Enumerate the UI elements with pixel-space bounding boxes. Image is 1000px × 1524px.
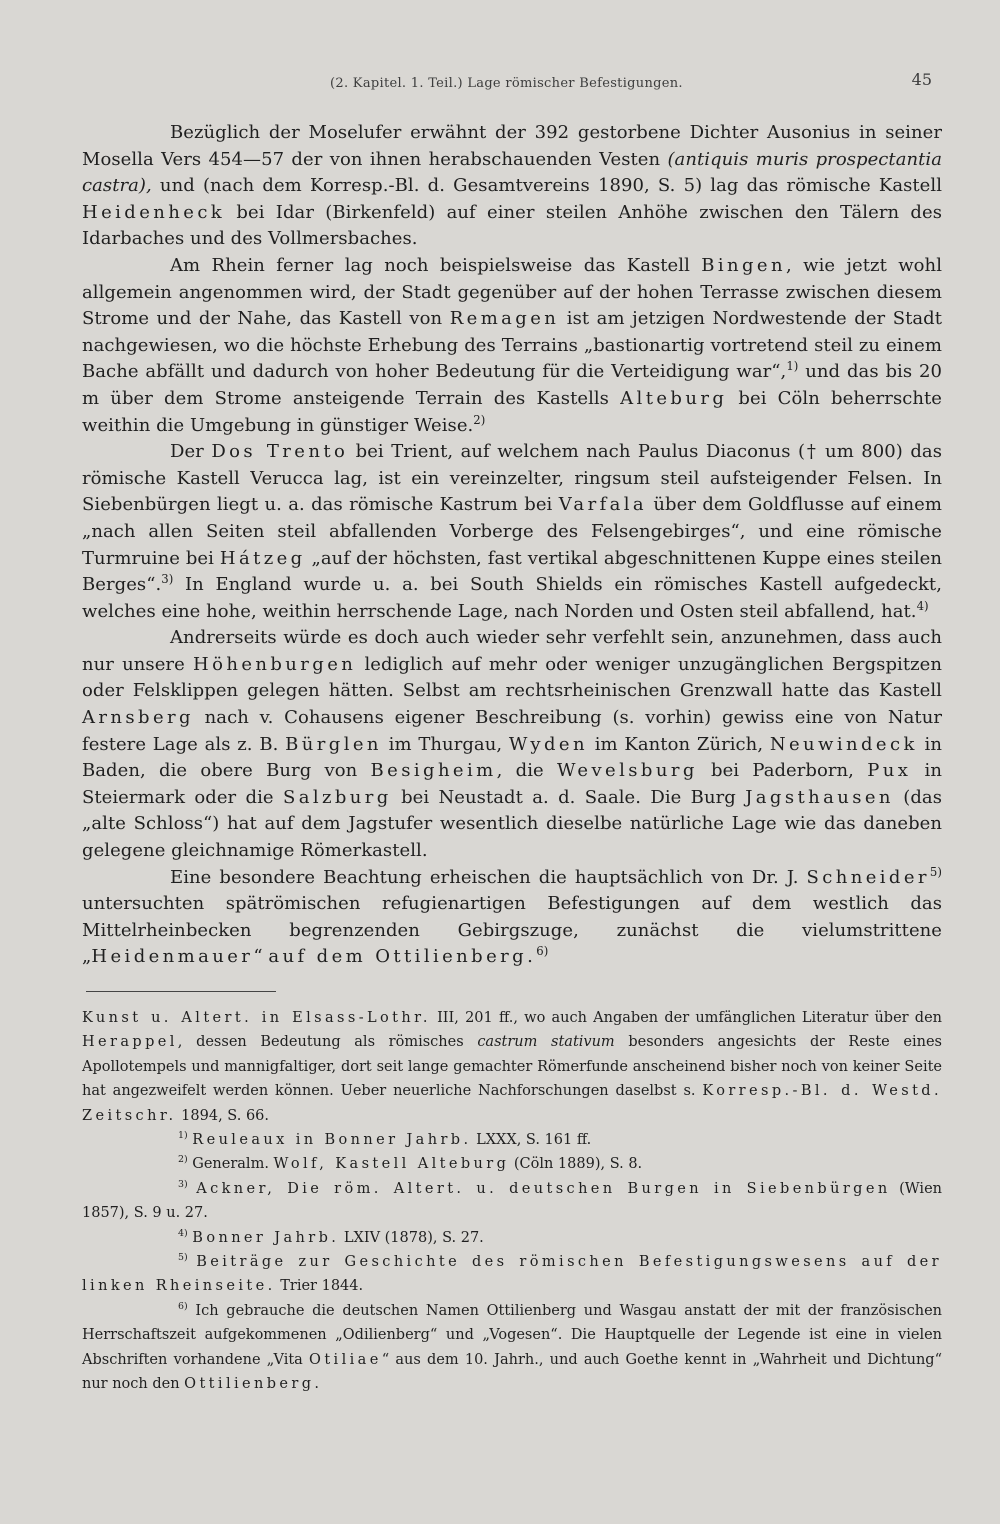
text-run: Andrerseits würde es doch auch wieder sehr verfehlt sein, anzunehmen, dass auch nur unsere xyxy=(82,627,942,675)
text-run: bei Cöln beherrschte weithin die Umgebung in günstiger Weise. xyxy=(82,387,942,436)
footnote-6 xyxy=(82,1299,942,1397)
text-run: über dem Goldflusse auf einem „nach allen Seiten steil abfallenden Vorberge des Felsengebirges“, und eine römische Turmruine bei xyxy=(82,494,942,569)
place-name: Dos Trento xyxy=(211,441,349,463)
place-name: Bingen xyxy=(701,254,786,276)
text-run: lediglich auf mehr oder weniger unzugänglichen Bergspitzen oder Felsklippen gelegen hätten. Selbst am rechtsrheinischen Grenzwall hatte das Kastell xyxy=(82,653,942,702)
footnote-ref: 4) xyxy=(916,598,929,613)
citation: Beiträge zur Geschichte des römischen Befestigungswesens auf der linken Rheinseite. xyxy=(82,1254,942,1295)
footnote-ref: 1) xyxy=(786,359,799,374)
place-name: Varfala xyxy=(558,494,648,516)
title-name: Otiliae xyxy=(309,1351,382,1368)
place-name: Arnsberg xyxy=(82,707,194,729)
place-name: Besigheim xyxy=(370,760,497,782)
latin-term: castrum stativum xyxy=(477,1034,615,1051)
footnote-number: 1) xyxy=(178,1130,188,1142)
footnote-number: 3) xyxy=(178,1179,188,1191)
place-name: Heidenheck xyxy=(82,201,226,223)
paragraph-2 xyxy=(82,253,942,439)
text-run: , die xyxy=(496,760,557,782)
footnote-5 xyxy=(82,1250,942,1299)
text-run: , wie jetzt wohl allgemein angenommen wird, der Stadt gegenüber auf der hohen Terrasse zwischen diesem Strome und der Nahe, das Kastell von xyxy=(82,254,943,330)
footnote-4 xyxy=(82,1226,942,1250)
place-name: Wyden xyxy=(508,733,588,755)
paragraph-1 xyxy=(82,120,942,253)
text-run: im Thurgau, xyxy=(381,733,509,755)
citation: Kunst u. Altert. in Elsass-Lothr. xyxy=(82,1010,431,1026)
text-run: Generalm. xyxy=(192,1156,274,1173)
place-name: Hátzeg xyxy=(219,547,306,569)
text-run: in Steiermark oder die xyxy=(82,760,942,808)
text-run: (Wien 1857), S. 9 u. 27. xyxy=(82,1180,942,1222)
text-run: III, 201 ff., wo auch Angaben der umfänglichen Literatur über den xyxy=(430,1010,943,1026)
place-name: Herappel xyxy=(82,1034,178,1051)
citation: Ackner, Die röm. Altert. u. deutschen Burgen in Siebenbürgen xyxy=(196,1180,891,1197)
text-run: LXIV (1878), S. 27. xyxy=(339,1229,484,1246)
text-run: , dessen Bedeutung als römisches xyxy=(177,1034,478,1051)
paragraph-3 xyxy=(82,439,942,625)
citation: Reuleaux in Bonner Jahrb. xyxy=(192,1132,472,1149)
paragraph-5 xyxy=(82,865,942,971)
text-run: LXXX, S. 161 ff. xyxy=(471,1132,592,1149)
footnote-ref: 5) xyxy=(929,864,942,879)
place-name: Remagen xyxy=(449,308,560,330)
footnote-number: 4) xyxy=(178,1227,188,1239)
person-name: Schneider xyxy=(806,866,930,888)
footnote-number: 2) xyxy=(178,1154,188,1166)
place-name: auf dem Ottilienberg. xyxy=(268,946,537,968)
text-run: „auf der höchsten, fast vertikal abgeschnittenen Kuppe eines steilen Berges“. xyxy=(82,547,943,596)
text-run: besonders angesichts der Reste eines Apollotempels und mannigfaltiger, dort seit lange gemachter Römerfunde anscheinend bisher noch von keiner Seite hat angezweifelt werden können. Ueber neuerliche Nachforschungen daselbst s. xyxy=(82,1034,942,1100)
footnote-ref: 3) xyxy=(161,572,174,587)
text-run: “ aus dem 10. Jahrh., und auch Goethe kennt in „Wahrheit und Dichtung“ nur noch den xyxy=(82,1351,943,1393)
footnote-number: 5) xyxy=(178,1252,188,1264)
text-run: Bezüglich der Moselufer erwähnt der 392 gestorbene Dichter Ausonius in seiner Mosella Vers 454—57 der von ihnen herabschauenden Vesten xyxy=(82,122,942,170)
text-run: Der xyxy=(170,441,212,463)
place-name: Alteburg xyxy=(620,387,728,409)
text-run: Trier 1844. xyxy=(275,1278,364,1295)
footnote-ref: 6) xyxy=(536,944,549,959)
term: Höhenburgen xyxy=(193,653,357,675)
footnote-2 xyxy=(82,1152,942,1176)
place-name: Bürglen xyxy=(285,733,382,755)
text-run: . xyxy=(314,1376,320,1393)
place-name: Ottilienberg xyxy=(184,1376,315,1393)
text-run: in Baden, die obere Burg von xyxy=(82,733,942,782)
footnote-divider xyxy=(86,991,276,992)
footnote-ref: 2) xyxy=(473,412,486,427)
text-run: bei Trient, auf welchem nach Paulus Diaconus († um 800) das römische Kastell Verucca lag, ist ein vereinzelter, ringsum steil aufsteigender Felsen. In Siebenbürgen liegt u. a. das römische Kastrum bei xyxy=(82,441,942,516)
text-run: und das bis 20 m über dem Strome ansteigende Terrain des Kastells xyxy=(82,361,942,409)
text-run: In England wurde u. a. bei South Shields ein römisches Kastell aufgedeckt, welches eine hohe, weithin herrschende Lage, nach Norden und Osten steil abfallend, hat. xyxy=(82,574,942,622)
text-run: “ xyxy=(253,946,269,968)
footnote-1 xyxy=(82,1128,942,1152)
citation: Korresp.-Bl. d. Westd. Zeitschr. xyxy=(82,1083,942,1124)
footnote-continuation xyxy=(82,1006,942,1128)
text-run: Eine besondere Beachtung erheischen die hauptsächlich von Dr. J. xyxy=(170,866,807,888)
text-run: (Cöln 1889), S. 8. xyxy=(509,1156,643,1173)
citation: Wolf, Kastell Alteburg xyxy=(273,1156,510,1173)
place-name: Wevelsburg xyxy=(557,760,698,782)
page-number: 45 xyxy=(911,70,932,89)
text-run: bei Neustadt a. d. Saale. Die Burg xyxy=(391,786,746,808)
text-run: im Kanton Zürich, xyxy=(587,733,770,755)
latin-quote: (antiquis muris prospectantia castra), xyxy=(82,148,942,197)
text-run: bei Paderborn, xyxy=(697,760,868,782)
text-run: bei Idar (Birkenfeld) auf einer steilen Anhöhe zwischen den Tälern des Idarbaches und des Vollmersbaches. xyxy=(82,201,942,250)
footnotes xyxy=(82,1006,942,1397)
place-name: Jagsthausen xyxy=(745,786,894,808)
main-text xyxy=(82,120,942,971)
text-run: untersuchten spätrömischen refugienartigen Befestigungen auf dem westlich das Mittelrheinbecken begrenzenden Gebirgszuge, zunächst die vielumstrittene „ xyxy=(82,893,942,968)
text-run: nach v. Cohausens eigener Beschreibung (s. vorhin) gewiss eine von Natur festere Lage als z. B. xyxy=(82,707,942,755)
place-name: Neuwindeck xyxy=(769,733,918,755)
text-run: (das „alte Schloss“) hat auf dem Jagstufer wesentlich dieselbe natürliche Lage wie das daneben gelegene gleichnamige Römerkastell. xyxy=(82,786,942,862)
place-name: Pux xyxy=(867,760,912,782)
text-run: 1894, S. 66. xyxy=(176,1107,270,1124)
running-title: (2. Kapitel. 1. Teil.) Lage römischer Befestigungen. xyxy=(330,76,683,91)
text-run: und (nach dem Korresp.-Bl. d. Gesamtvereins 1890, S. 5) lag das römische Kastell xyxy=(151,175,942,197)
citation: Bonner Jahrb. xyxy=(192,1229,340,1246)
text-run: Am Rhein ferner lag noch beispielsweise das Kastell xyxy=(170,254,702,276)
running-header xyxy=(82,64,942,90)
place-name: Heidenmauer xyxy=(91,946,254,968)
paragraph-4 xyxy=(82,625,942,864)
footnote-number: 6) xyxy=(178,1301,188,1313)
text-run: ist am jetzigen Nordwestende der Stadt nachgewiesen, wo die höchste Erhebung des Terrains „bastionartig vortretend steil zu einem Bache abfällt und dadurch von hoher Bedeutung für die Verteidigung war“, xyxy=(82,308,943,383)
place-name: Salzburg xyxy=(282,786,392,808)
text-run: Ich gebrauche die deutschen Namen Ottilienberg und Wasgau anstatt der mit der französischen Herrschaftszeit aufgekommenen „Odilienberg“ und „Vogesen“. Die Hauptquelle der Legende ist eine in vielen Abschriften vorhandene „Vita xyxy=(82,1302,943,1368)
footnote-3 xyxy=(82,1177,942,1226)
